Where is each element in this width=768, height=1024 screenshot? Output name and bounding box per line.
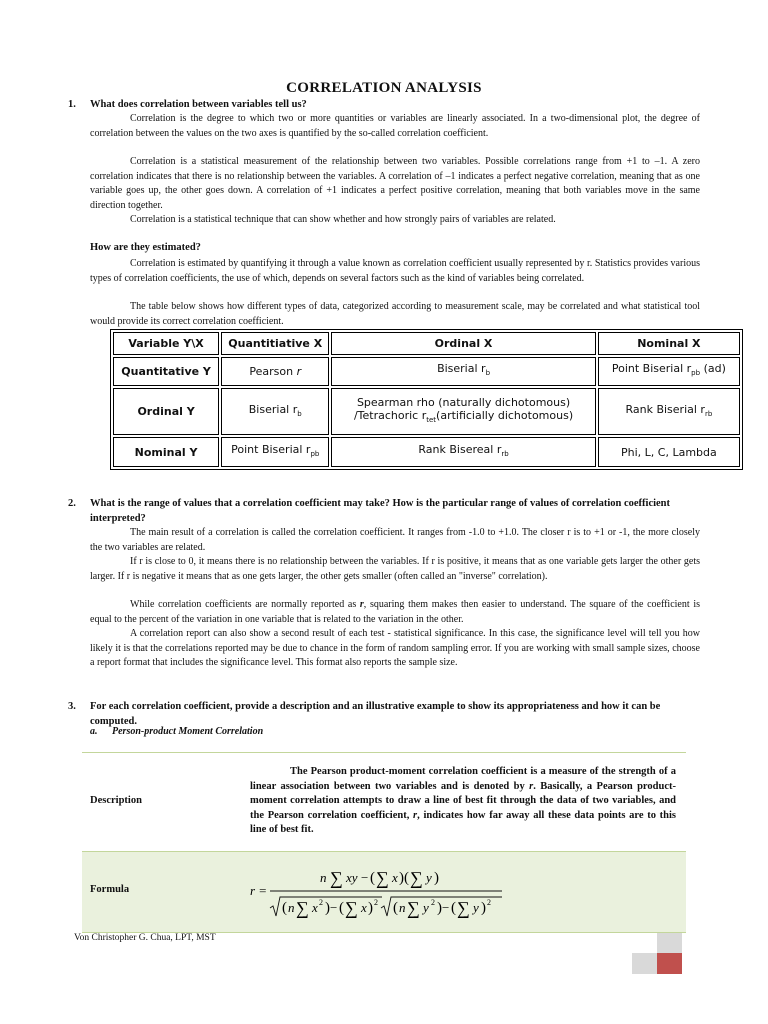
formula-minus: − xyxy=(442,900,450,915)
column-header-nominal: Nominal X xyxy=(598,332,740,355)
formula-lhs: r = xyxy=(250,883,268,898)
paragraph: The main result of a correlation is called the correlation coefficient. It ranges from -1.0 to +1.0. The closer r is to +1 or -1, the more closely the two variables are related. xyxy=(90,527,700,553)
row-header-quantitative: Quantitative Y xyxy=(113,357,219,387)
footer-decoration-gray-top xyxy=(657,933,682,953)
formula-sigma: ∑ xyxy=(330,868,343,888)
correlation-type-table xyxy=(110,329,743,470)
svg-text:(: ( xyxy=(370,870,375,886)
question-3 xyxy=(68,699,700,729)
footer-author: Von Christopher G. Chua, LPT, MST xyxy=(74,933,216,943)
footer-decoration-red xyxy=(657,953,682,974)
formula-exponent: 2 xyxy=(431,898,435,907)
paragraph: If r is close to 0, it means there is no relationship between the variables. If r is positive, it means that as one variable gets larger the other gets larger. If r is negative it means that as one gets larger, the other gets smaller (often called an "inverse" correlation). xyxy=(90,556,700,582)
paragraph: Correlation is the degree to which two or more quantities or variables are linearly associated. In a two-dimensional plot, the degree of correlation between the values on the two axes is quantified by the so-called correlation coefficient. xyxy=(90,113,700,139)
paragraph: While correlation coefficients are normally reported as r, squaring them makes then easier to understand. The square of the coefficient is equal to the percent of the variation in one variable that is related to the variation in the other. xyxy=(90,599,700,625)
column-header-ordinal: Ordinal X xyxy=(331,332,595,355)
paragraph: The table below shows how different types of data, categorized according to measurement scale, may be correlated and what statistical tool would provide its correct correlation coefficient. xyxy=(90,301,700,327)
table-cell: Point Biserial $r_{pb}$ xyxy=(221,437,329,467)
question-number: 1. xyxy=(68,99,76,110)
svg-text:): ) xyxy=(325,900,330,916)
paragraph: Correlation is a statistical technique that can show whether and how strongly pairs of variables are related. xyxy=(130,214,556,225)
formula-sigma: ∑ xyxy=(345,898,358,918)
formula-minus: − xyxy=(361,870,369,885)
formula-row xyxy=(82,851,686,933)
formula-num-x: x xyxy=(392,870,398,885)
svg-text:(: ( xyxy=(282,900,287,916)
table-cell: Phi, L, C, Lambda xyxy=(598,437,740,467)
formula-den-n: n xyxy=(399,900,406,915)
table-cell: Biserial $r_b$ xyxy=(331,357,595,387)
svg-text:(: ( xyxy=(451,900,456,916)
table-corner-cell: Variable Y\X xyxy=(113,332,219,355)
page-title: CORRELATION ANALYSIS xyxy=(286,80,482,96)
subsection-heading: a. Person-product Moment Correlation xyxy=(90,726,264,737)
paragraph: A correlation report can also show a second result of each test - statistical significance. In this case, the significance level will tell you how likely it is that the correlations reported may be due to chance in the form of random sampling error. If you are working with small sample sizes, choose a report format that includes the significance level. This format also reports the sample size. xyxy=(90,628,700,668)
table-row xyxy=(113,357,740,387)
formula-sigma: ∑ xyxy=(296,898,309,918)
question-1 xyxy=(68,97,700,112)
svg-text:): ) xyxy=(434,870,439,886)
description-text: The Pearson product-moment correlation coefficient is a measure of the strength of a linear association between two variables and is denoted by r. Basically, a Pearson product-moment correlation attempts to draw a line of best fit through the data of two variables, and the Pearson correlation coefficient, r, indicates how far away all these data points are to this line of best fit. xyxy=(250,766,676,835)
formula-sigma: ∑ xyxy=(457,898,470,918)
formula-sigma: ∑ xyxy=(410,868,423,888)
formula-num-xy: xy xyxy=(346,870,358,885)
table-header-row xyxy=(113,332,740,355)
question-number: 3. xyxy=(68,701,76,712)
row-header-ordinal: Ordinal Y xyxy=(113,388,219,435)
table-row xyxy=(113,437,740,467)
question-number: 2. xyxy=(68,498,76,509)
pearson-formula xyxy=(250,860,550,924)
svg-text:(: ( xyxy=(339,900,344,916)
column-header-quantitative: Quantitiative X xyxy=(221,332,329,355)
formula-label: Formula xyxy=(90,884,130,895)
svg-text:): ) xyxy=(481,900,486,916)
formula-num-y: y xyxy=(426,870,432,885)
formula-den-x: x xyxy=(361,900,367,915)
formula-num-n: n xyxy=(320,870,327,885)
formula-exponent: 2 xyxy=(374,898,378,907)
svg-text:)(: )( xyxy=(399,870,409,886)
pearson-table xyxy=(82,752,686,933)
subheading: How are they estimated? xyxy=(90,242,201,253)
formula-den-x: x xyxy=(312,900,318,915)
question-heading: What does correlation between variables tell us? xyxy=(90,99,307,110)
table-cell: Spearman rho (naturally dichotomous) /Tetrachoric $r_{tet}(artificially$ dichotomous) xyxy=(331,388,595,435)
description-row xyxy=(82,752,686,851)
table-row xyxy=(113,388,740,435)
paragraph: Correlation is a statistical measurement of the relationship between two variables. Possible correlations range from +1 to –1. A zero correlation indicates that there is no relationship between the variables. A correlation of –1 indicates a perfect negative correlation, meaning that as one variable goes up, the other goes down. A correlation of +1 indicates a perfect positive correlation, meaning that both variables move in the same direction together. xyxy=(90,156,700,211)
svg-text:): ) xyxy=(437,900,442,916)
table-cell: Rank Biserial $r_{rb}$ xyxy=(598,388,740,435)
table-cell: Point Biserial $r_{pb}$ (ad) xyxy=(598,357,740,387)
row-header-nominal: Nominal Y xyxy=(113,437,219,467)
svg-text:): ) xyxy=(368,900,373,916)
paragraph: Correlation is estimated by quantifying it through a value known as correlation coefficient usually represented by r. Statistics provides various types of correlation coefficients, the use of which, depends on several factors such as the kind of variables being correlated. xyxy=(90,258,700,284)
formula-exponent: 2 xyxy=(319,898,323,907)
table-cell: Rank Bisereal $r_{rb}$ xyxy=(331,437,595,467)
description-label: Description xyxy=(90,795,142,806)
formula-den-y: y xyxy=(423,900,429,915)
question-heading: What is the range of values that a correlation coefficient may take? How is the particular range of values of correlation coefficient interpreted? xyxy=(90,498,671,524)
formula-minus: − xyxy=(330,900,338,915)
formula-sigma: ∑ xyxy=(376,868,389,888)
formula-sigma: ∑ xyxy=(407,898,420,918)
question-2 xyxy=(68,496,700,526)
formula-den-n: n xyxy=(288,900,295,915)
formula-exponent: 2 xyxy=(487,898,491,907)
table-cell: Biserial $r_b$ xyxy=(221,388,329,435)
svg-text:(: ( xyxy=(393,900,398,916)
table-cell: Pearson r xyxy=(221,357,329,387)
formula-den-y: y xyxy=(473,900,479,915)
question-heading: For each correlation coefficient, provide a description and an illustrative example to show its appropriateness and how it can be computed. xyxy=(90,701,661,727)
footer-decoration-gray-bottom xyxy=(632,953,657,974)
